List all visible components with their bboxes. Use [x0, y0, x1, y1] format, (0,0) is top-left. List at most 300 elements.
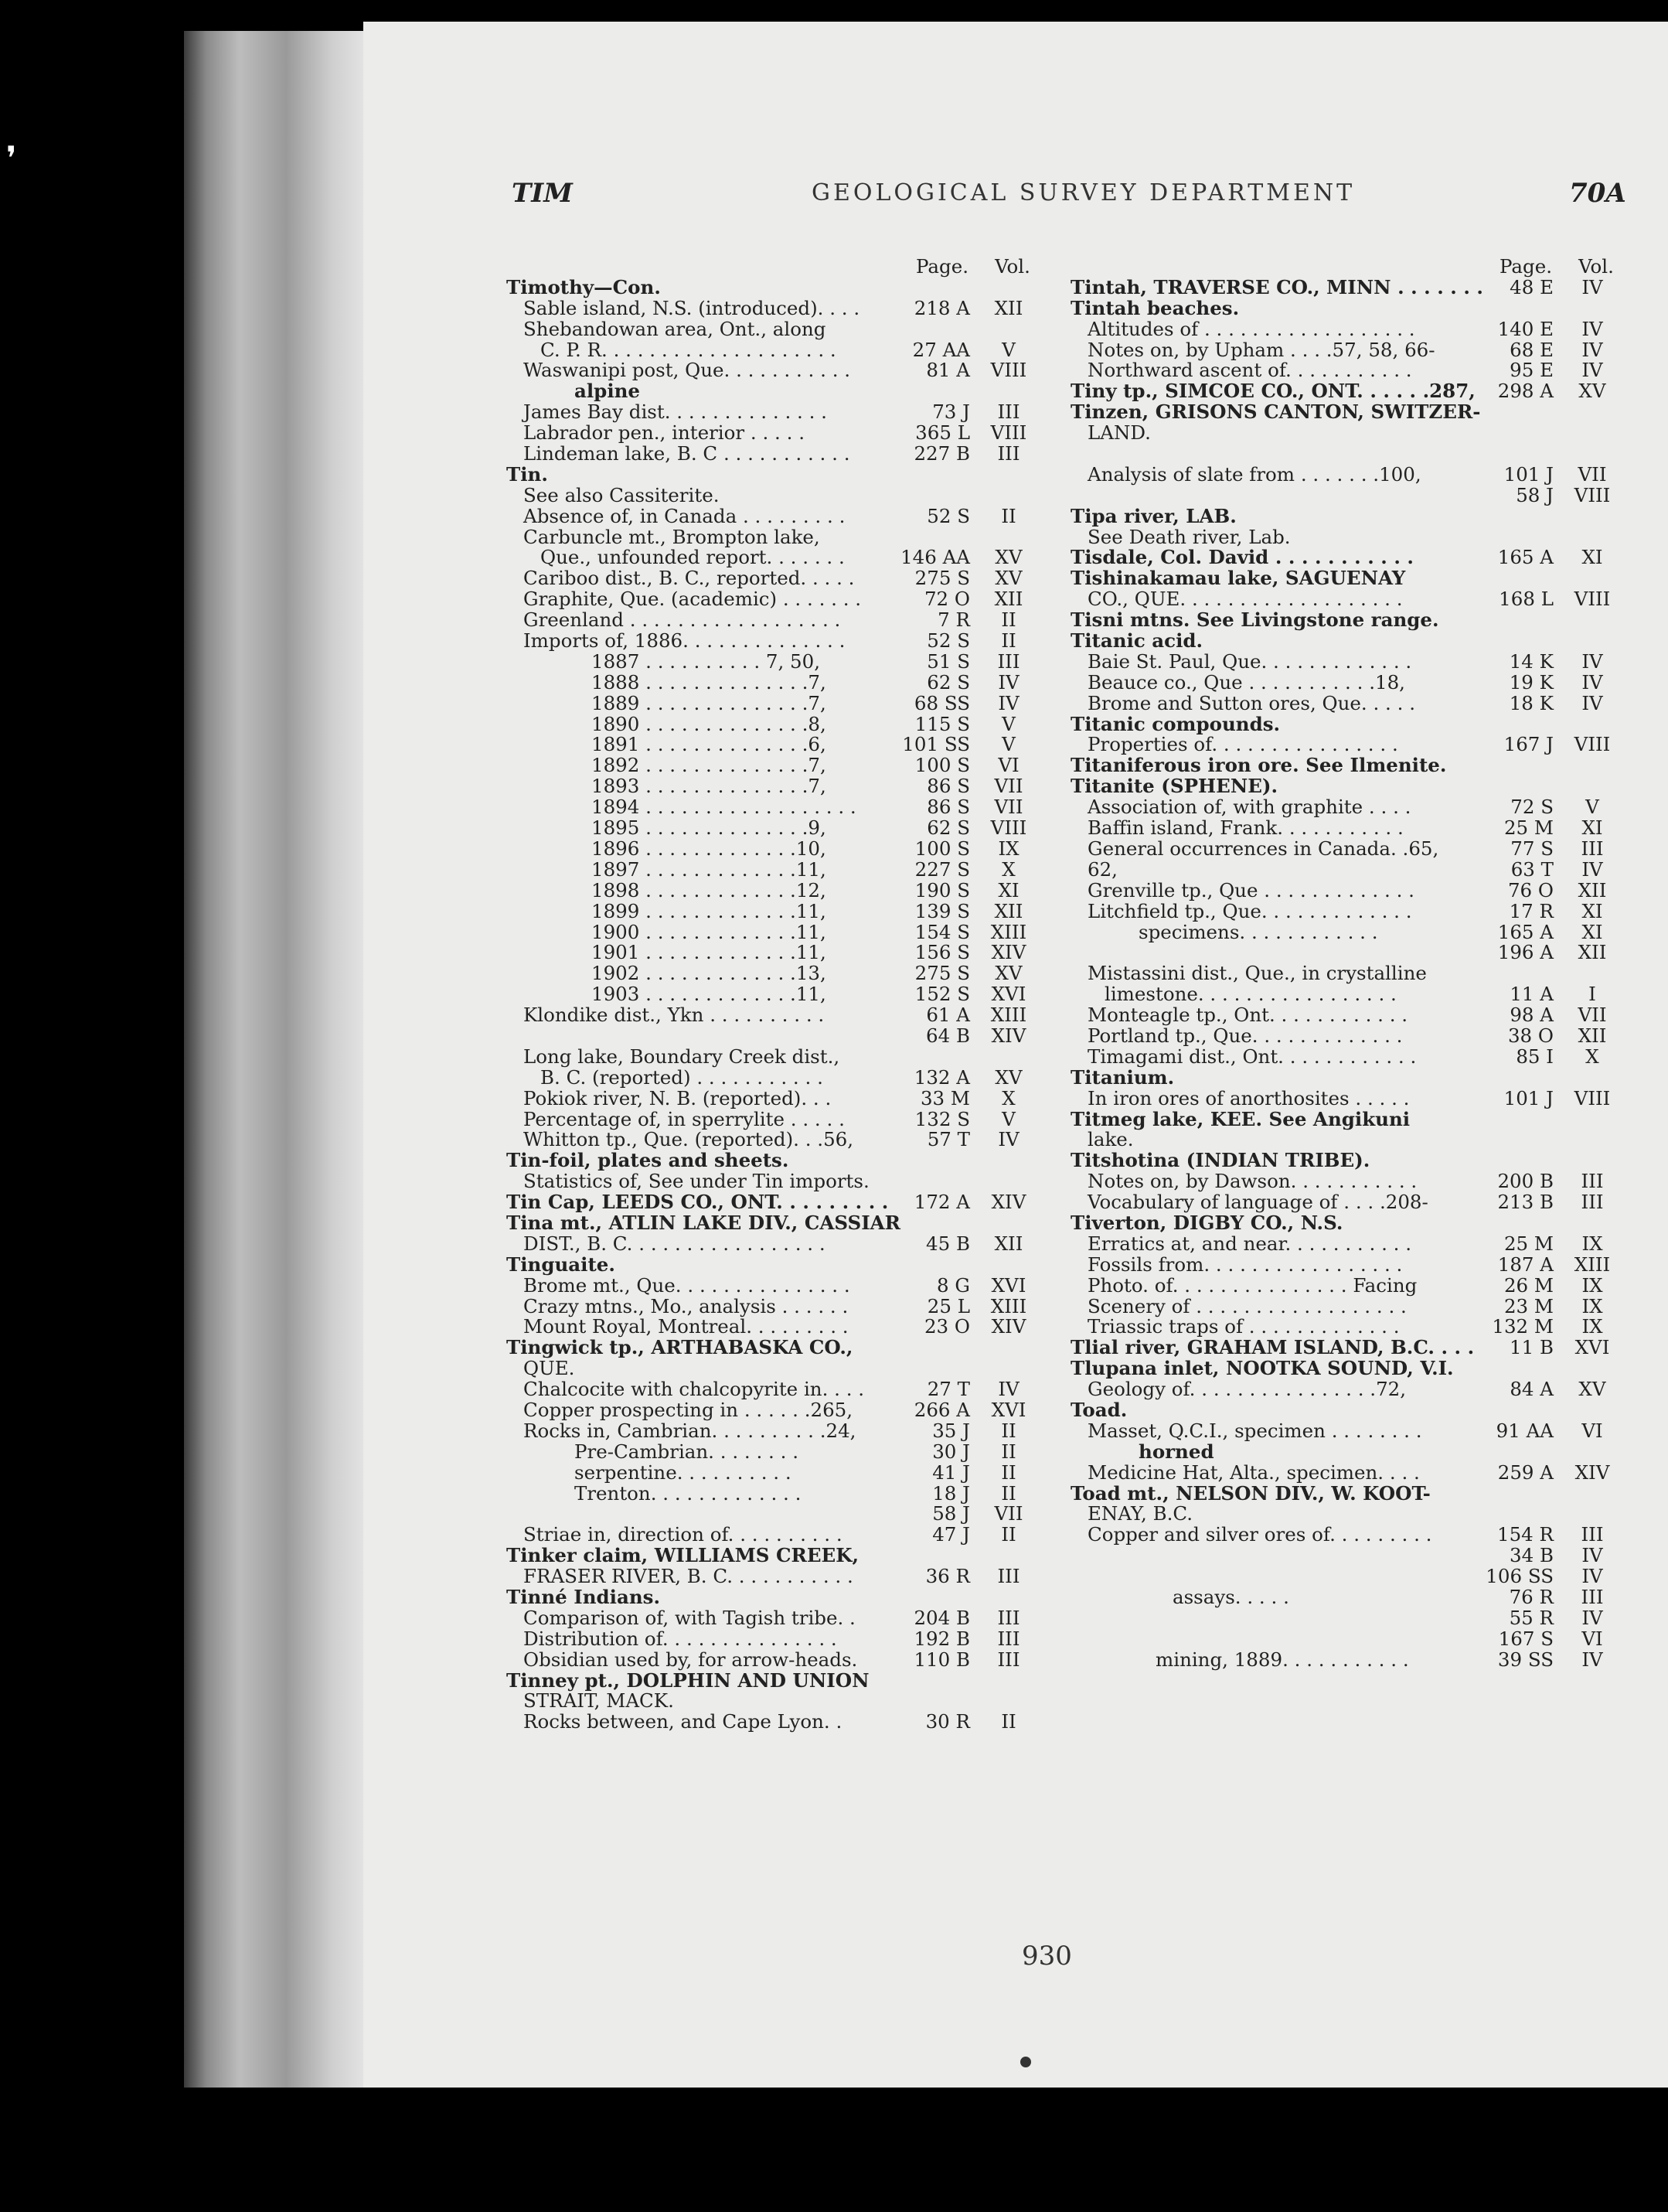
entry-text: Baffin island, Frank. . . . . . . . . . . — [1088, 816, 1404, 840]
header-left: TIM — [512, 178, 573, 209]
page-ref: 38 O — [1507, 1024, 1554, 1047]
index-entry — [1071, 1525, 1623, 1546]
volume-ref: VI — [1581, 1419, 1603, 1442]
volume-ref: VII — [1578, 1004, 1607, 1027]
entry-text: specimens. . . . . . . . . . . . — [1139, 920, 1378, 943]
volume-ref: XI — [1581, 816, 1603, 840]
page-ref: 106 SS — [1486, 1565, 1554, 1588]
entry-text: 62, — [1088, 857, 1118, 881]
page-ref: 11 A — [1510, 983, 1554, 1006]
entry-text: 1892 . . . . . . . . . . . . . .7, — [591, 754, 826, 777]
volume-ref: XIV — [991, 1191, 1026, 1214]
entry-text: CO., QUE. . . . . . . . . . . . . . . . . . . — [1088, 588, 1403, 611]
volume-ref: VII — [994, 775, 1023, 798]
volume-ref: III — [997, 400, 1020, 424]
index-entry — [506, 360, 1040, 381]
index-entry — [1071, 691, 1623, 714]
index-entry — [506, 691, 1040, 714]
index-entry — [506, 1442, 1040, 1463]
page-ref: 98 A — [1510, 1004, 1554, 1027]
index-entry — [506, 506, 1040, 527]
page-ref: 101 J — [1503, 462, 1554, 486]
index-heading — [1071, 1109, 1623, 1130]
entry-text: horned — [1139, 1440, 1214, 1463]
page-ref: 34 B — [1510, 1544, 1554, 1567]
volume-ref: IX — [1581, 1315, 1603, 1338]
volume-ref: IV — [1581, 1648, 1603, 1671]
entry-text: 1894 . . . . . . . . . . . . . . . . . . — [591, 796, 856, 819]
entry-text: 1903 . . . . . . . . . . . . .11, — [591, 983, 826, 1006]
volume-ref: XII — [994, 588, 1023, 611]
index-entry — [1071, 878, 1623, 902]
entry-text: Analysis of slate from . . . . . . .100, — [1088, 462, 1421, 486]
index-entry — [1071, 857, 1623, 881]
volume-ref: IV — [1581, 691, 1603, 714]
index-entry — [1071, 1566, 1623, 1587]
index-entry — [506, 1294, 1040, 1317]
entry-text: Masset, Q.C.I., specimen . . . . . . . . — [1088, 1419, 1422, 1442]
index-entry — [506, 1026, 1040, 1047]
entry-text: Tlial river, GRAHAM ISLAND, B.C. . . . — [1071, 1336, 1475, 1359]
entry-text: Tingwick tp., ARTHABASKA CO., — [506, 1336, 853, 1359]
entry-text: Tintah, TRAVERSE CO., MINN . . . . . . . — [1071, 275, 1483, 298]
volume-ref: IV — [1581, 317, 1603, 340]
page-ref: 91 AA — [1496, 1419, 1554, 1442]
entry-text: Labrador pen., interior . . . . . — [523, 421, 805, 445]
entry-text: Tinguaite. — [506, 1253, 615, 1276]
page-ref: 23 M — [1503, 1294, 1554, 1317]
entry-text: Notes on, by Upham . . . .57, 58, 66- — [1088, 338, 1435, 361]
index-heading — [506, 1668, 1040, 1692]
index-entry — [1071, 1255, 1623, 1276]
index-heading — [1071, 381, 1623, 402]
index-entry — [506, 797, 1040, 818]
index-entry — [506, 1481, 1040, 1505]
volume-ref: XI — [1581, 920, 1603, 943]
volume-ref: IV — [1581, 649, 1603, 673]
entry-text: Titanic acid. — [1071, 629, 1203, 653]
index-entry — [1071, 423, 1623, 444]
entry-text: Brome and Sutton ores, Que. . . . . — [1088, 691, 1415, 714]
volume-ref: IV — [1581, 359, 1603, 382]
entry-text: STRAIT, MACK. — [523, 1689, 674, 1713]
page-ref: 30 R — [925, 1710, 970, 1733]
page-ref: 218 A — [914, 296, 970, 319]
entry-text: 1889 . . . . . . . . . . . . . .7, — [591, 691, 826, 714]
volume-ref: II — [1001, 1481, 1016, 1505]
entry-text: Tiverton, DIGBY CO., N.S. — [1071, 1211, 1343, 1234]
page-ref: 25 L — [927, 1294, 970, 1317]
entry-text: Titmeg lake, KEE. See Angikuni — [1071, 1107, 1411, 1130]
page-ref: 95 E — [1510, 359, 1554, 382]
volume-ref: XVI — [991, 983, 1026, 1006]
entry-text: Tinker claim, WILLIAMS CREEK, — [506, 1544, 860, 1567]
index-entry — [506, 649, 1040, 673]
entry-text: Trenton. . . . . . . . . . . . . — [574, 1481, 802, 1505]
page-ref: 100 S — [914, 754, 970, 777]
volume-ref: XIII — [990, 920, 1027, 943]
index-entry — [506, 1273, 1040, 1297]
page-ref: 167 S — [1498, 1627, 1554, 1650]
index-entry — [1071, 922, 1623, 943]
index-entry — [506, 1504, 1040, 1525]
index-entry — [506, 402, 1040, 423]
entry-text: Sable island, N.S. (introduced). . . . — [523, 296, 860, 319]
vol-col-head: Vol. — [1578, 255, 1614, 278]
index-entry — [1071, 1234, 1623, 1255]
page-ref: 85 I — [1516, 1045, 1554, 1068]
index-entry — [506, 1317, 1040, 1338]
entry-text: See also Cassiterite. — [523, 483, 720, 506]
page-ref: 62 S — [927, 816, 970, 840]
index-heading — [506, 1255, 1040, 1276]
volume-ref: VII — [994, 1502, 1023, 1525]
page-ref: 115 S — [914, 712, 970, 735]
page-ref: 101 SS — [902, 733, 970, 756]
page-ref: 76 O — [1507, 878, 1554, 902]
index-column-left — [506, 257, 1040, 1733]
page-ref: 76 R — [1509, 1586, 1554, 1608]
volume-ref: X — [1002, 857, 1016, 881]
index-entry — [506, 1047, 1040, 1068]
volume-ref: XIV — [991, 1315, 1026, 1338]
volume-ref: IX — [1581, 1273, 1603, 1297]
entry-text: Vocabulary of language of . . . .208- — [1088, 1191, 1428, 1214]
entry-text: Association of, with graphite . . . . — [1088, 796, 1411, 819]
entry-text: Rocks in, Cambrian. . . . . . . . . .24, — [523, 1419, 856, 1442]
volume-ref: IV — [998, 691, 1020, 714]
entry-text: Rocks between, and Cape Lyon. . — [523, 1710, 843, 1733]
volume-ref: XII — [1578, 941, 1607, 964]
entry-text: Whitton tp., Que. (reported). . .56, — [523, 1128, 854, 1151]
volume-ref: VIII — [1574, 733, 1611, 756]
index-entry — [506, 423, 1040, 444]
entry-text: 1891 . . . . . . . . . . . . . .6, — [591, 733, 826, 756]
index-heading — [1071, 1338, 1623, 1358]
page-ref: 27 T — [927, 1378, 970, 1401]
volume-ref: III — [997, 442, 1020, 465]
entry-text: Tinné Indians. — [506, 1586, 661, 1608]
volume-ref: VIII — [990, 421, 1027, 445]
page-ref: 57 T — [927, 1128, 970, 1151]
volume-ref: II — [1001, 1419, 1016, 1442]
page-ref: 100 S — [914, 837, 970, 860]
page-ref: 132 A — [914, 1065, 970, 1089]
page-ref: 152 S — [914, 983, 970, 1006]
index-entry — [1071, 1629, 1623, 1650]
index-entry — [506, 1234, 1040, 1255]
volume-ref: III — [1581, 1523, 1604, 1546]
index-entry — [1071, 818, 1623, 839]
volume-ref: III — [1581, 1586, 1604, 1608]
index-entry — [1071, 1504, 1623, 1525]
index-entry — [506, 878, 1040, 902]
entry-text: Medicine Hat, Alta., specimen. . . . — [1088, 1460, 1420, 1484]
volume-ref: VIII — [1574, 1086, 1611, 1109]
entry-text: Greenland . . . . . . . . . . . . . . . . . . — [523, 608, 841, 632]
index-entry — [1071, 444, 1623, 465]
entry-text: Notes on, by Dawson. . . . . . . . . . . — [1088, 1170, 1418, 1193]
index-entry — [1071, 1192, 1623, 1213]
volume-ref: IV — [1581, 275, 1603, 298]
entry-text: 1901 . . . . . . . . . . . . .11, — [591, 941, 826, 964]
entry-text: Litchfield tp., Que. . . . . . . . . . . . . — [1088, 899, 1412, 922]
page-ref: 168 L — [1499, 588, 1554, 611]
volume-ref: XVI — [1574, 1336, 1610, 1359]
page-ref: 18 K — [1509, 691, 1554, 714]
index-entry — [1071, 984, 1623, 1005]
index-entry — [1071, 649, 1623, 673]
volume-ref: III — [1581, 1191, 1604, 1214]
page-col-head: Page. — [1499, 255, 1552, 278]
entry-text: limestone. . . . . . . . . . . . . . . . . — [1105, 983, 1397, 1006]
index-entry — [1071, 1379, 1623, 1400]
entry-text: Long lake, Boundary Creek dist., — [523, 1045, 840, 1068]
volume-ref: XV — [1578, 380, 1606, 403]
entry-text: 1888 . . . . . . . . . . . . . .7, — [591, 670, 826, 694]
entry-text: mining, 1889. . . . . . . . . . . — [1156, 1648, 1409, 1671]
entry-text: lake. — [1088, 1128, 1134, 1151]
index-entry — [506, 942, 1040, 963]
page-ref: 196 A — [1497, 941, 1554, 964]
index-entry — [506, 1065, 1040, 1089]
ink-dot — [1020, 2057, 1031, 2067]
index-entry — [506, 1379, 1040, 1400]
index-entry — [506, 839, 1040, 860]
entry-text: ENAY, B.C. — [1088, 1502, 1193, 1525]
page-ref: 165 A — [1497, 920, 1554, 943]
volume-ref: IV — [998, 1128, 1020, 1151]
index-heading — [1071, 402, 1623, 423]
index-entry — [506, 1691, 1040, 1712]
index-heading — [1071, 755, 1623, 776]
entry-text: Cariboo dist., B. C., reported. . . . . — [523, 567, 855, 590]
index-entry — [506, 444, 1040, 465]
page-ref: 51 S — [927, 649, 970, 673]
index-entry — [506, 734, 1040, 755]
page-ref: 35 J — [932, 1419, 970, 1442]
entry-text: 1890 . . . . . . . . . . . . . .8, — [591, 712, 826, 735]
index-heading — [1071, 547, 1623, 568]
index-entry — [1071, 942, 1623, 963]
entry-text: Statistics of, See under Tin imports. — [523, 1170, 870, 1193]
index-entry — [1071, 899, 1623, 922]
entry-text: Photo. of. . . . . . . . . . . . . . . Facing — [1088, 1273, 1418, 1297]
volume-ref: IV — [1581, 670, 1603, 694]
page-ref: 275 S — [914, 962, 970, 985]
index-heading — [506, 275, 1040, 298]
index-entry — [506, 714, 1040, 735]
entry-text: Tisni mtns. See Livingstone range. — [1071, 608, 1439, 632]
index-heading — [506, 1192, 1040, 1213]
index-entry — [1071, 1005, 1623, 1026]
page-ref: 63 T — [1510, 857, 1554, 881]
entry-text: 1893 . . . . . . . . . . . . . .7, — [591, 775, 826, 798]
index-entry — [506, 1171, 1040, 1192]
page-ref: 132 M — [1492, 1315, 1554, 1338]
column-heads — [506, 257, 1040, 278]
entry-text: Carbuncle mt., Brompton lake, — [523, 525, 820, 548]
index-entry — [506, 483, 1040, 506]
volume-ref: XII — [994, 1232, 1023, 1255]
page-ref: 73 J — [932, 400, 970, 424]
page-ref: 86 S — [927, 796, 970, 819]
index-heading — [506, 1213, 1040, 1234]
page-ref: 204 B — [914, 1606, 970, 1629]
page-ref: 17 R — [1509, 899, 1554, 922]
entry-text: Distribution of. . . . . . . . . . . . . . . — [523, 1627, 837, 1650]
volume-ref: V — [1002, 733, 1016, 756]
entry-text: Absence of, in Canada . . . . . . . . . — [523, 504, 846, 527]
entry-text: Geology of. . . . . . . . . . . . . . . .72, — [1088, 1378, 1407, 1401]
page-ref: 266 A — [914, 1398, 970, 1421]
index-entry — [1071, 1650, 1623, 1671]
entry-text: Beauce co., Que . . . . . . . . . . .18, — [1088, 670, 1405, 694]
volume-ref: VIII — [990, 816, 1027, 840]
page-ref: 25 M — [1503, 816, 1554, 840]
entry-text: Tlupana inlet, NOOTKA SOUND, V.I. — [1071, 1357, 1454, 1380]
index-entry — [506, 857, 1040, 881]
index-entry — [506, 984, 1040, 1005]
index-entry — [1071, 1317, 1623, 1338]
entry-text: Striae in, direction of. . . . . . . . . . — [523, 1523, 843, 1546]
index-entry — [506, 1608, 1040, 1629]
index-entry — [506, 1109, 1040, 1130]
entry-text: Tipa river, LAB. — [1071, 504, 1237, 527]
page-ref: 45 B — [926, 1232, 970, 1255]
index-heading — [1071, 568, 1623, 589]
page-ref: 165 A — [1497, 546, 1554, 569]
entry-text: Erratics at, and near. . . . . . . . . . . — [1088, 1232, 1412, 1255]
index-heading — [1071, 275, 1623, 298]
entry-text: Tin-foil, plates and sheets. — [506, 1149, 789, 1172]
volume-ref: IX — [1581, 1232, 1603, 1255]
page-ref: 192 B — [914, 1627, 970, 1650]
index-heading — [506, 1546, 1040, 1566]
index-entry — [506, 1086, 1040, 1109]
entry-text: serpentine. . . . . . . . . . — [574, 1460, 791, 1484]
page-ref: 7 R — [938, 608, 970, 632]
entry-text: 1900 . . . . . . . . . . . . .11, — [591, 920, 826, 943]
volume-ref: XIV — [991, 1024, 1026, 1047]
page-ref: 58 J — [1516, 483, 1554, 506]
entry-text: Chalcocite with chalcopyrite in. . . . — [523, 1378, 865, 1401]
entry-text: Klondike dist., Ykn . . . . . . . . . . — [523, 1004, 825, 1027]
volume-ref: XII — [1578, 878, 1607, 902]
index-heading — [1071, 1400, 1623, 1421]
page-ref: 72 S — [1510, 796, 1554, 819]
entry-text: Titaniferous iron ore. See Ilmenite. — [1071, 754, 1447, 777]
index-heading — [1071, 1065, 1623, 1089]
entry-text: Triassic traps of . . . . . . . . . . . . . — [1088, 1315, 1400, 1338]
page-ref: 200 B — [1497, 1170, 1554, 1193]
entry-text: General occurrences in Canada. .65, — [1088, 837, 1439, 860]
volume-ref: VIII — [1574, 588, 1611, 611]
entry-text: QUE. — [523, 1357, 575, 1380]
vol-col-head: Vol. — [995, 255, 1030, 278]
entry-text: Timagami dist., Ont. . . . . . . . . . . . — [1088, 1045, 1417, 1068]
page-ref: 36 R — [925, 1565, 970, 1588]
page-ref: 227 S — [914, 857, 970, 881]
entry-text: Tinzen, GRISONS CANTON, SWITZER- — [1071, 400, 1481, 424]
index-entry — [506, 1400, 1040, 1421]
volume-ref: II — [1001, 608, 1016, 632]
index-entry — [506, 547, 1040, 568]
page-ref: 11 B — [1510, 1336, 1554, 1359]
page-ref: 86 S — [927, 775, 970, 798]
index-entry — [1071, 1608, 1623, 1629]
volume-ref: IV — [1581, 1565, 1603, 1588]
entry-text: James Bay dist. . . . . . . . . . . . . . — [523, 400, 827, 424]
page-ref: 58 J — [932, 1502, 970, 1525]
volume-ref: VIII — [1574, 483, 1611, 506]
page-number: 930 — [1022, 1941, 1072, 1972]
header-right: 70A — [1569, 178, 1626, 209]
volume-ref: XI — [998, 878, 1020, 902]
index-entry — [1071, 527, 1623, 548]
entry-text: Titshotina (INDIAN TRIBE). — [1071, 1149, 1370, 1172]
page-ref: 139 S — [914, 899, 970, 922]
page-ref: 213 B — [1497, 1191, 1554, 1214]
entry-text: Baie St. Paul, Que. . . . . . . . . . . . . — [1088, 649, 1412, 673]
page-ref: 275 S — [914, 567, 970, 590]
page-ref: 365 L — [915, 421, 970, 445]
volume-ref: VI — [998, 754, 1020, 777]
index-entry — [1071, 1587, 1623, 1608]
volume-ref: II — [1001, 504, 1016, 527]
volume-ref: XI — [1581, 546, 1603, 569]
page-ref: 25 M — [1503, 1232, 1554, 1255]
index-entry — [506, 1005, 1040, 1026]
volume-ref: XV — [995, 546, 1023, 569]
entry-text: Comparison of, with Tagish tribe. . — [523, 1606, 856, 1629]
volume-ref: VII — [1578, 462, 1607, 486]
volume-ref: IV — [1581, 857, 1603, 881]
volume-ref: III — [997, 1627, 1020, 1650]
index-entry — [1071, 319, 1623, 340]
index-entry — [506, 568, 1040, 589]
index-heading — [1071, 776, 1623, 797]
index-heading — [1071, 631, 1623, 652]
index-entry — [1071, 1546, 1623, 1566]
page-ref: 33 M — [920, 1086, 970, 1109]
entry-text: Tinney pt., DOLPHIN AND UNION — [506, 1668, 870, 1692]
page-ref: 41 J — [932, 1460, 970, 1484]
index-heading — [1071, 714, 1623, 735]
page-ref: 101 J — [1503, 1086, 1554, 1109]
entry-text: Toad. — [1071, 1398, 1128, 1421]
volume-ref: XVI — [991, 1398, 1026, 1421]
page-ref: 68 E — [1510, 338, 1554, 361]
volume-ref: V — [1002, 338, 1016, 361]
volume-ref: IV — [1581, 338, 1603, 361]
index-entry — [506, 610, 1040, 631]
running-head: GEOLOGICAL SURVEY DEPARTMENT — [812, 179, 1356, 206]
entry-text: Que., unfounded report. . . . . . . — [540, 546, 845, 569]
volume-ref: IV — [998, 1378, 1020, 1401]
entry-text: Tisdale, Col. David . . . . . . . . . . . — [1071, 546, 1414, 569]
entry-text: Mistassini dist., Que., in crystalline — [1088, 962, 1427, 985]
volume-ref: IX — [1581, 1294, 1603, 1317]
book-spine — [184, 31, 369, 2088]
index-entry — [1071, 839, 1623, 860]
margin-mark: ❜ — [6, 139, 17, 177]
entry-text: Tin. — [506, 462, 548, 486]
volume-ref: IX — [998, 837, 1020, 860]
page-ref: 110 B — [914, 1648, 970, 1671]
entry-text: Titanic compounds. — [1071, 712, 1281, 735]
entry-text: DIST., B. C. . . . . . . . . . . . . . . . . — [523, 1232, 825, 1255]
